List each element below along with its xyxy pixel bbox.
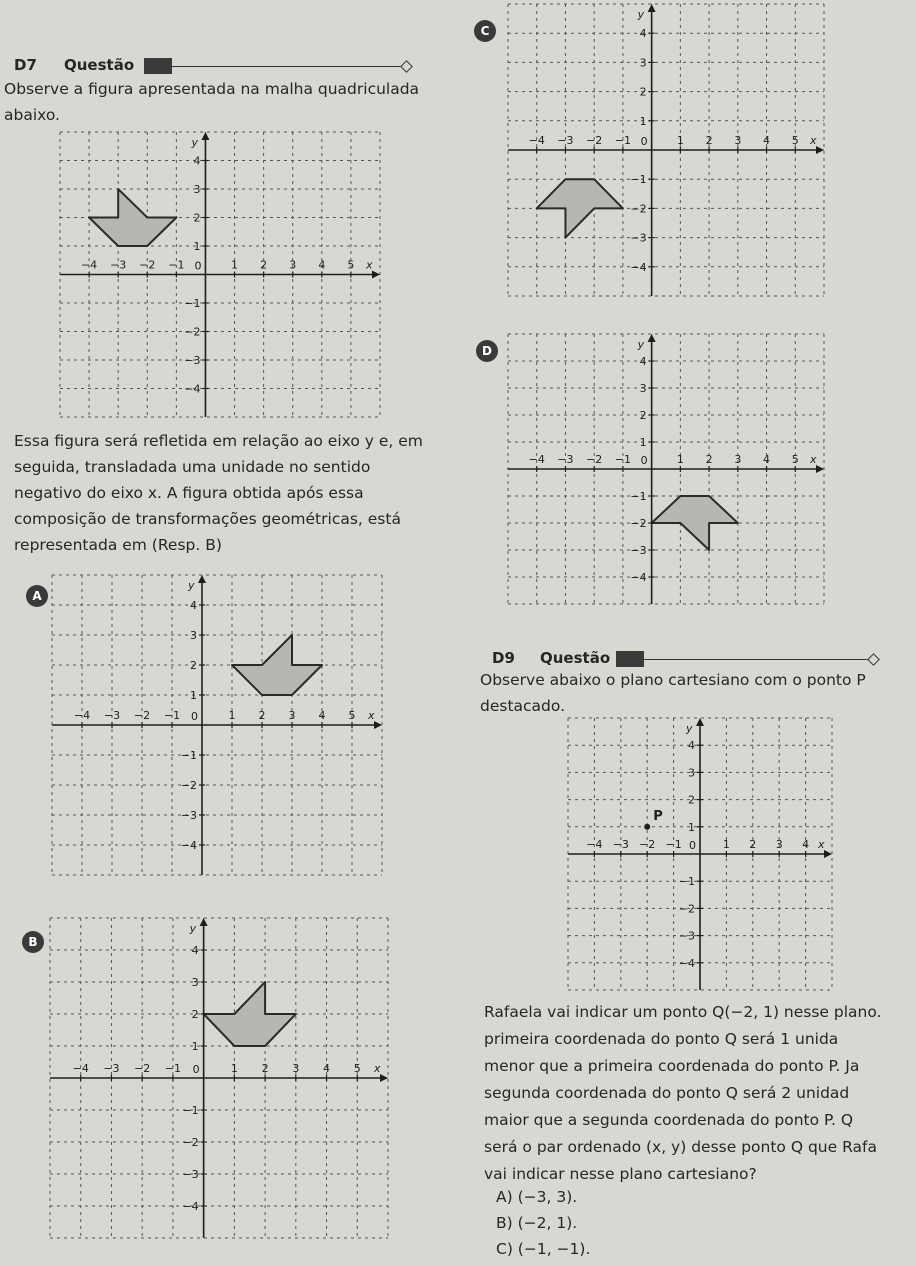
origin-label: 0: [640, 454, 648, 467]
origin-label: 0: [194, 259, 202, 273]
y-tick-label: 4: [193, 154, 201, 168]
y-tick-label: 4: [191, 944, 199, 957]
prompt-line: Observe a figura apresentada na malha quadriculada: [4, 80, 420, 98]
x-tick-label: −3: [103, 1062, 120, 1075]
x-tick-label: −2: [586, 453, 603, 466]
x-tick-label: −1: [168, 258, 185, 272]
answer-option-a[interactable]: A) (−3, 3).: [496, 1188, 578, 1206]
body-line: seguida, transladada uma unidade no sentido: [14, 458, 371, 476]
x-tick-label: 4: [763, 134, 771, 147]
y-tick-label: 2: [190, 659, 197, 672]
y-tick-label: 2: [639, 85, 647, 99]
option-a-grid[interactable]: [52, 575, 382, 875]
y-tick-label: −3: [630, 231, 647, 245]
origin-label: 0: [191, 710, 198, 723]
y-tick-label: 3: [193, 183, 201, 196]
x-tick-label: 2: [705, 134, 713, 147]
x-tick-label: 2: [261, 1062, 269, 1075]
option-d-grid[interactable]: [508, 334, 824, 604]
x-tick-label: 5: [791, 134, 799, 147]
x-tick-label: 4: [802, 838, 810, 851]
x-tick-label: −4: [80, 258, 98, 272]
header-rule: [644, 659, 869, 660]
y-axis-label: y: [189, 922, 197, 935]
x-tick-label: −4: [586, 838, 603, 851]
y-axis-label: y: [686, 722, 693, 735]
y-tick-label: −4: [180, 839, 197, 852]
x-tick-label: 1: [676, 453, 684, 466]
y-axis-arrow-icon: [696, 718, 704, 726]
x-tick-label: −1: [665, 838, 682, 851]
x-tick-label: 1: [231, 258, 239, 272]
question-title: Questão: [64, 56, 135, 74]
y-tick-label: −3: [182, 1168, 199, 1181]
origin-label: 0: [192, 1063, 200, 1076]
body-line: negativo do eixo x. A figura obtida após essa: [14, 484, 364, 502]
question-badge: [144, 58, 172, 74]
option-label-a[interactable]: A: [26, 585, 48, 607]
x-axis-arrow-icon: [372, 271, 380, 279]
x-axis-arrow-icon: [824, 850, 832, 858]
origin-label: 0: [689, 839, 696, 852]
question-title: Questão: [540, 649, 611, 667]
x-tick-label: −3: [557, 453, 574, 466]
x-tick-label: 5: [791, 453, 799, 466]
x-tick-label: 2: [705, 453, 713, 466]
y-tick-label: 4: [688, 739, 695, 753]
x-tick-label: 3: [288, 709, 296, 722]
y-tick-label: −2: [678, 902, 695, 916]
x-tick-label: −1: [164, 1062, 182, 1075]
option-label-d[interactable]: D: [476, 340, 498, 362]
x-tick-label: 3: [289, 258, 297, 272]
origin-label: 0: [640, 135, 648, 148]
header-rule: [172, 66, 402, 67]
y-axis-label: y: [637, 8, 645, 21]
question-body: [484, 999, 910, 1188]
x-tick-label: 3: [734, 453, 742, 466]
y-axis-label: y: [188, 579, 195, 592]
question-badge: [616, 651, 644, 667]
y-tick-label: −2: [182, 1136, 199, 1149]
prompt-line: abaixo.: [4, 106, 60, 124]
y-tick-label: −3: [630, 544, 647, 557]
x-tick-label: 3: [775, 838, 783, 851]
body-line: composição de transformações geométricas, está: [14, 510, 401, 528]
x-axis-label: x: [374, 1062, 381, 1075]
y-axis-arrow-icon: [200, 918, 208, 926]
x-tick-label: −2: [639, 838, 656, 851]
answer-option-b[interactable]: B) (−2, 1).: [496, 1214, 578, 1232]
x-tick-label: 3: [292, 1062, 300, 1075]
y-tick-label: 4: [639, 355, 647, 368]
x-axis-label: x: [368, 709, 375, 722]
y-tick-label: −3: [180, 809, 197, 822]
x-axis-label: x: [818, 838, 825, 851]
x-tick-label: −3: [103, 709, 121, 722]
x-axis-label: x: [810, 453, 817, 466]
x-tick-label: −1: [163, 709, 181, 722]
y-tick-label: 3: [191, 976, 199, 989]
option-label-c[interactable]: C: [474, 20, 496, 42]
body-line: vai indicar nesse plano cartesiano?: [484, 1165, 757, 1183]
x-tick-label: 4: [763, 453, 771, 466]
body-line: será o par ordenado (x, y) desse ponto Q que Rafa: [484, 1138, 877, 1156]
diamond-icon: [867, 653, 880, 666]
x-tick-label: −3: [557, 134, 574, 147]
question-prompt: [480, 667, 912, 719]
y-tick-label: −4: [184, 382, 201, 396]
y-tick-label: −4: [630, 260, 647, 274]
y-tick-label: 4: [190, 599, 197, 612]
y-tick-label: −1: [184, 297, 201, 310]
x-axis-label: x: [810, 134, 817, 147]
y-tick-label: 2: [639, 409, 647, 422]
y-axis-arrow-icon: [648, 334, 656, 342]
y-tick-label: −2: [630, 202, 647, 216]
option-c-grid[interactable]: [508, 4, 824, 296]
answer-option-c[interactable]: C) (−1, −1).: [496, 1240, 591, 1258]
question-body: [14, 428, 436, 558]
y-tick-label: 1: [639, 114, 647, 128]
x-tick-label: 2: [749, 838, 757, 851]
y-tick-label: −4: [678, 956, 695, 970]
question-header-d9: [492, 647, 912, 669]
x-tick-label: 5: [353, 1062, 361, 1075]
y-axis-arrow-icon: [198, 575, 206, 583]
x-axis-label: x: [366, 258, 373, 272]
y-axis-arrow-icon: [648, 4, 656, 12]
body-line: maior que a segunda coordenada do ponto P. Q: [484, 1111, 854, 1129]
body-line: representada em (Resp. B): [14, 536, 222, 554]
y-tick-label: −1: [180, 749, 197, 762]
x-tick-label: 1: [676, 134, 684, 147]
x-tick-label: −4: [72, 1062, 89, 1075]
x-axis-arrow-icon: [816, 146, 824, 154]
x-tick-label: 1: [228, 709, 236, 722]
body-line: menor que a primeira coordenada do ponto P. Ja: [484, 1057, 860, 1075]
y-tick-label: 2: [193, 211, 201, 225]
y-tick-label: −2: [630, 517, 647, 530]
q9-cartesian-plane: [568, 718, 832, 990]
y-axis-label: y: [191, 136, 198, 149]
question-number: D7: [14, 56, 37, 74]
y-tick-label: −1: [182, 1104, 199, 1117]
original-figure-grid: [60, 132, 380, 417]
prompt-line: destacado.: [480, 697, 566, 715]
question-number: D9: [492, 649, 515, 667]
x-tick-label: −2: [134, 1062, 151, 1075]
y-tick-label: 3: [639, 56, 647, 70]
x-axis-arrow-icon: [816, 465, 824, 473]
x-tick-label: −4: [528, 134, 545, 147]
y-tick-label: −1: [630, 173, 647, 187]
body-line: Rafaela vai indicar um ponto Q(−2, 1) nesse plano.: [484, 1003, 882, 1021]
x-axis-arrow-icon: [380, 1074, 388, 1082]
x-axis-arrow-icon: [374, 721, 382, 729]
figure-polygon: [204, 982, 296, 1046]
diamond-icon: [400, 60, 413, 73]
y-tick-label: 3: [190, 629, 197, 642]
y-tick-label: −4: [630, 571, 647, 584]
x-tick-label: 5: [347, 258, 355, 272]
x-tick-label: −3: [612, 838, 629, 851]
x-tick-label: 1: [722, 838, 730, 851]
x-tick-label: −2: [586, 134, 603, 147]
y-tick-label: −3: [184, 354, 201, 367]
x-tick-label: 5: [348, 709, 356, 722]
point-p-label: P: [653, 808, 663, 824]
y-tick-label: 2: [688, 793, 695, 807]
y-tick-label: 2: [191, 1008, 199, 1021]
body-line: Essa figura será refletida em relação ao eixo y e, em: [14, 432, 423, 450]
x-tick-label: −2: [139, 258, 156, 272]
y-tick-label: 1: [193, 240, 201, 253]
option-b-grid[interactable]: [50, 918, 388, 1238]
x-tick-label: 1: [230, 1062, 238, 1075]
question-prompt: [4, 76, 444, 128]
point-p: [644, 824, 650, 830]
y-tick-label: 3: [639, 382, 647, 395]
x-tick-label: −2: [133, 709, 151, 722]
y-tick-label: 1: [688, 820, 695, 834]
x-tick-label: 4: [323, 1062, 331, 1075]
x-tick-label: −4: [73, 709, 91, 722]
y-tick-label: 1: [191, 1040, 199, 1053]
figure-polygon: [232, 635, 322, 695]
figure-polygon: [89, 189, 176, 246]
x-tick-label: −4: [528, 453, 545, 466]
y-tick-label: 1: [190, 689, 197, 702]
figure-polygon: [652, 496, 738, 550]
figure-polygon: [537, 179, 623, 237]
y-tick-label: −1: [630, 490, 647, 503]
x-tick-label: −1: [614, 134, 632, 147]
prompt-line: Observe abaixo o plano cartesiano com o ponto P: [480, 671, 866, 689]
y-tick-label: −1: [678, 875, 695, 889]
y-tick-label: 4: [639, 27, 647, 41]
option-label-b[interactable]: B: [22, 931, 44, 953]
x-tick-label: 4: [318, 258, 326, 272]
body-line: segunda coordenada do ponto Q será 2 unidad: [484, 1084, 850, 1102]
y-tick-label: 1: [639, 436, 647, 449]
y-tick-label: −2: [184, 325, 201, 339]
y-tick-label: −3: [678, 929, 695, 943]
y-tick-label: −2: [180, 779, 197, 792]
body-line: primeira coordenada do ponto Q será 1 unida: [484, 1030, 839, 1048]
y-axis-arrow-icon: [201, 132, 209, 140]
x-tick-label: −3: [110, 258, 127, 272]
x-tick-label: 2: [260, 258, 268, 272]
y-axis-label: y: [637, 338, 645, 351]
y-tick-label: 3: [688, 766, 695, 780]
x-tick-label: 3: [734, 134, 742, 147]
y-tick-label: −4: [182, 1200, 199, 1213]
x-tick-label: −1: [614, 453, 632, 466]
x-tick-label: 4: [318, 709, 326, 722]
x-tick-label: 2: [258, 709, 266, 722]
question-header-d7: [14, 54, 434, 76]
